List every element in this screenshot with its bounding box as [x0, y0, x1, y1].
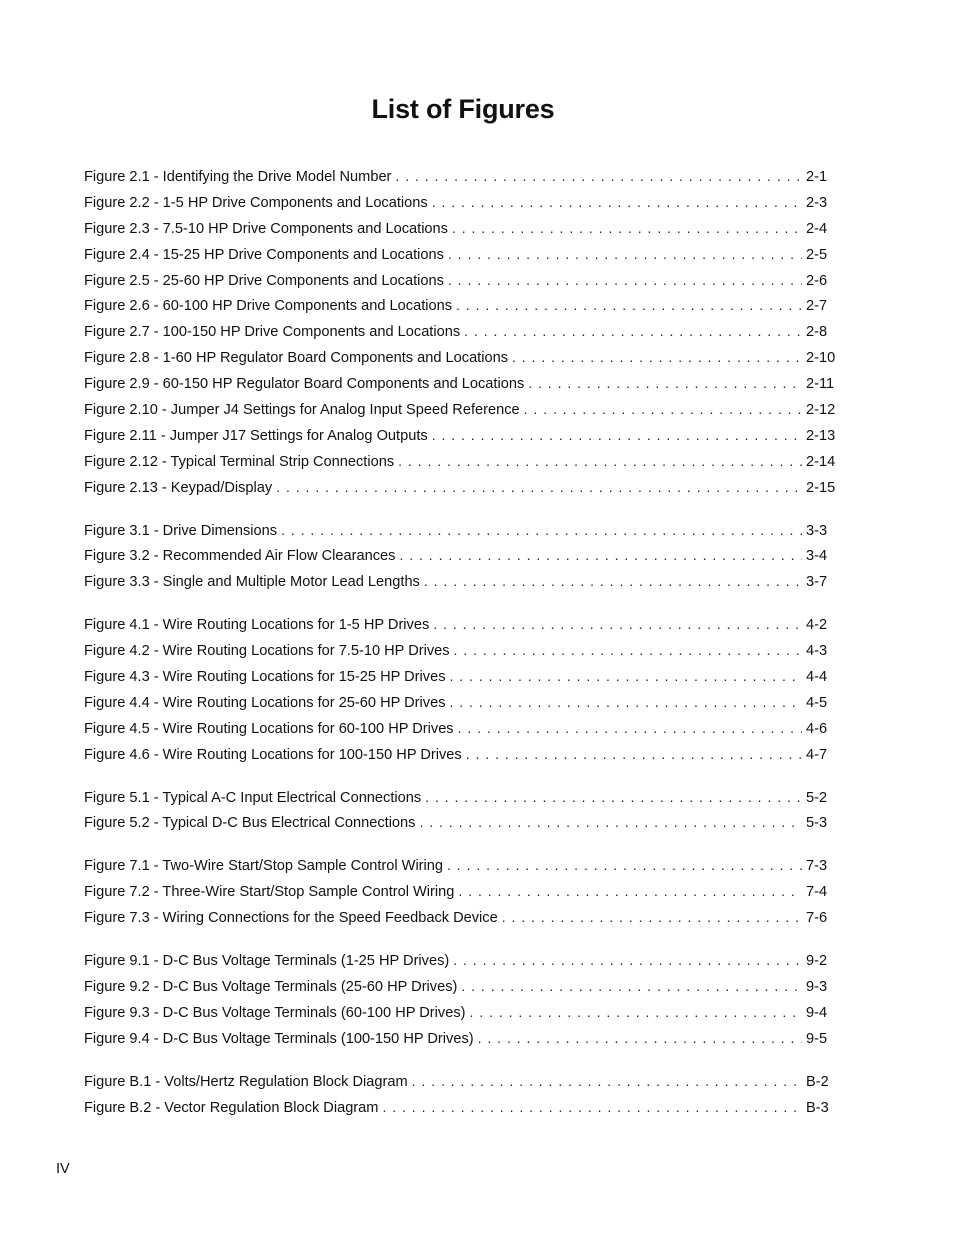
figure-title: Figure 4.6 - Wire Routing Locations for 100-150 HP Drives [84, 746, 462, 763]
figure-title: Figure 2.10 - Jumper J4 Settings for Analog Input Speed Reference [84, 402, 520, 419]
figure-title: Figure 9.2 - D-C Bus Voltage Terminals (25-60 HP Drives) [84, 978, 458, 995]
figure-entry[interactable] [84, 268, 844, 294]
figure-page-number: 3-7 [806, 574, 828, 591]
dot-leader [502, 905, 802, 931]
figure-group [84, 164, 844, 501]
figure-entry[interactable] [84, 518, 844, 544]
figure-page-number: 7-3 [806, 858, 828, 875]
figure-title: Figure 3.1 - Drive Dimensions [84, 522, 278, 539]
figure-entry[interactable] [84, 1095, 844, 1121]
figure-entry[interactable] [84, 190, 844, 216]
dot-leader [461, 974, 802, 1000]
figure-entry[interactable] [84, 612, 844, 638]
figure-title: Figure 7.3 - Wiring Connections for the Speed Feedback Device [84, 910, 498, 927]
figure-entry[interactable] [84, 1069, 844, 1095]
figure-page-number: 2-6 [806, 272, 828, 289]
dot-leader [450, 664, 803, 690]
figure-title: Figure 2.9 - 60-150 HP Regulator Board Components and Locations [84, 376, 525, 393]
figure-page-number: 2-5 [806, 246, 828, 263]
dot-leader [448, 268, 802, 294]
figure-entry[interactable] [84, 423, 844, 449]
dot-leader [458, 879, 802, 905]
figure-entry[interactable] [84, 543, 844, 569]
figure-title: Figure 2.5 - 25-60 HP Drive Components and Locations [84, 272, 444, 289]
figure-page-number: 5-2 [806, 789, 828, 806]
dot-leader [469, 1000, 802, 1026]
figure-group [84, 853, 844, 931]
figure-entry[interactable] [84, 449, 844, 475]
figure-entry[interactable] [84, 1026, 844, 1052]
figure-title: Figure 3.3 - Single and Multiple Motor Lead Lengths [84, 574, 420, 591]
figure-entry[interactable] [84, 879, 844, 905]
figure-page-number: 9-5 [806, 1030, 828, 1047]
dot-leader [456, 293, 802, 319]
figure-group [84, 785, 844, 837]
page-number: IV [56, 1161, 70, 1177]
figure-title: Figure 3.2 - Recommended Air Flow Clearances [84, 548, 396, 565]
dot-leader [432, 190, 802, 216]
figure-page-number: 4-3 [806, 643, 828, 660]
dot-leader [382, 1095, 802, 1121]
figure-page-number: 4-5 [806, 694, 828, 711]
dot-leader [478, 1026, 802, 1052]
dot-leader [453, 948, 802, 974]
figure-group [84, 612, 844, 767]
figure-page-number: 9-3 [806, 978, 828, 995]
dot-leader [450, 690, 803, 716]
figure-entry[interactable] [84, 216, 844, 242]
figure-entry[interactable] [84, 397, 844, 423]
figure-page-number: 4-7 [806, 746, 828, 763]
figure-group [84, 1069, 844, 1121]
figure-page-number: 9-4 [806, 1004, 828, 1021]
dot-leader [464, 319, 802, 345]
dot-leader [447, 853, 802, 879]
dot-leader [412, 1069, 802, 1095]
figure-entry[interactable] [84, 569, 844, 595]
dot-leader [419, 810, 802, 836]
figure-entry[interactable] [84, 810, 844, 836]
figure-title: Figure 9.3 - D-C Bus Voltage Terminals (60-100 HP Drives) [84, 1004, 466, 1021]
figure-entry[interactable] [84, 293, 844, 319]
figure-title: Figure 2.4 - 15-25 HP Drive Components and Locations [84, 246, 444, 263]
page-title: List of Figures [371, 94, 555, 125]
figure-title: Figure 4.1 - Wire Routing Locations for 1-5 HP Drives [84, 617, 430, 634]
dot-leader [424, 569, 802, 595]
figure-entry[interactable] [84, 164, 844, 190]
figure-title: Figure 2.11 - Jumper J17 Settings for Analog Outputs [84, 427, 428, 444]
figure-entry[interactable] [84, 690, 844, 716]
figure-page-number: 2-3 [806, 194, 828, 211]
figure-title: Figure 7.1 - Two-Wire Start/Stop Sample Control Wiring [84, 858, 444, 875]
figure-page-number: B-3 [806, 1099, 829, 1116]
dot-leader [281, 518, 802, 544]
dot-leader [466, 742, 802, 768]
dot-leader [433, 612, 802, 638]
figure-title: Figure 5.2 - Typical D-C Bus Electrical Connections [84, 815, 416, 832]
figure-page-number: 2-8 [806, 324, 828, 341]
figure-page-number: 7-6 [806, 910, 828, 927]
figure-page-number: 7-4 [806, 884, 828, 901]
figure-title: Figure 9.1 - D-C Bus Voltage Terminals (1-25 HP Drives) [84, 953, 450, 970]
figure-list [84, 164, 844, 1137]
figure-entry[interactable] [84, 905, 844, 931]
figure-page-number: 2-11 [806, 376, 835, 393]
figure-title: Figure B.2 - Vector Regulation Block Diagram [84, 1099, 379, 1116]
figure-entry[interactable] [84, 345, 844, 371]
figure-title: Figure 2.1 - Identifying the Drive Model Number [84, 169, 392, 185]
figure-title: Figure 9.4 - D-C Bus Voltage Terminals (100-150 HP Drives) [84, 1030, 474, 1047]
figure-entry[interactable] [84, 948, 844, 974]
dot-leader [276, 475, 802, 501]
figure-title: Figure 2.6 - 60-100 HP Drive Components and Locations [84, 298, 453, 315]
figure-title: Figure 4.2 - Wire Routing Locations for 7.5-10 HP Drives [84, 643, 450, 660]
figure-page-number: 3-4 [806, 548, 828, 565]
figure-title: Figure 7.2 - Three-Wire Start/Stop Sample Control Wiring [84, 884, 455, 901]
figure-title: Figure 2.12 - Typical Terminal Strip Connections [84, 453, 395, 470]
figure-page-number: 2-4 [806, 220, 828, 237]
figure-entry[interactable] [84, 974, 844, 1000]
figure-entry[interactable] [84, 475, 844, 501]
dot-leader [452, 216, 802, 242]
figure-entry[interactable] [84, 785, 844, 811]
figure-page-number: 2-14 [806, 453, 836, 470]
dot-leader [454, 638, 802, 664]
dot-leader [425, 785, 802, 811]
dot-leader [399, 543, 802, 569]
figure-page-number: 4-6 [806, 720, 828, 737]
figure-entry[interactable] [84, 638, 844, 664]
figure-title: Figure 4.4 - Wire Routing Locations for 25-60 HP Drives [84, 694, 446, 711]
dot-leader [458, 716, 802, 742]
figure-page-number: 2-7 [806, 298, 828, 315]
figure-title: Figure 2.8 - 1-60 HP Regulator Board Components and Locations [84, 350, 509, 367]
figure-title: Figure 2.13 - Keypad/Display [84, 479, 273, 496]
dot-leader [528, 371, 802, 397]
figure-page-number: 2-12 [806, 402, 836, 419]
dot-leader [448, 242, 802, 268]
figure-page-number: 4-2 [806, 617, 828, 634]
dot-leader [395, 164, 802, 190]
figure-page-number: 2-10 [806, 350, 836, 367]
figure-title: Figure 2.2 - 1-5 HP Drive Components and Locations [84, 194, 428, 211]
figure-page-number: 2-1 [806, 169, 828, 185]
figure-page-number: 5-3 [806, 815, 828, 832]
figure-title: Figure 2.7 - 100-150 HP Drive Components and Locations [84, 324, 461, 341]
figure-entry[interactable] [84, 716, 844, 742]
dot-leader [432, 423, 802, 449]
figure-entry[interactable] [84, 853, 844, 879]
figure-entry[interactable] [84, 742, 844, 768]
figure-entry[interactable] [84, 319, 844, 345]
figure-group [84, 948, 844, 1052]
dot-leader [524, 397, 802, 423]
figure-title: Figure 5.1 - Typical A-C Input Electrical Connections [84, 789, 422, 806]
figure-page-number: 9-2 [806, 953, 828, 970]
figure-page-number: 2-15 [806, 479, 836, 496]
figure-entry[interactable] [84, 242, 844, 268]
figure-group [84, 518, 844, 596]
figure-entry[interactable] [84, 371, 844, 397]
figure-page-number: B-2 [806, 1073, 829, 1090]
figure-entry[interactable] [84, 1000, 844, 1026]
figure-title: Figure B.1 - Volts/Hertz Regulation Block Diagram [84, 1073, 408, 1090]
dot-leader [398, 449, 802, 475]
dot-leader [512, 345, 802, 371]
figure-title: Figure 4.3 - Wire Routing Locations for 15-25 HP Drives [84, 669, 446, 686]
figure-page-number: 4-4 [806, 669, 828, 686]
figure-title: Figure 2.3 - 7.5-10 HP Drive Components and Locations [84, 220, 448, 237]
figure-title: Figure 4.5 - Wire Routing Locations for 60-100 HP Drives [84, 720, 454, 737]
figure-entry[interactable] [84, 664, 844, 690]
figure-page-number: 2-13 [806, 427, 836, 444]
figure-page-number: 3-3 [806, 522, 828, 539]
